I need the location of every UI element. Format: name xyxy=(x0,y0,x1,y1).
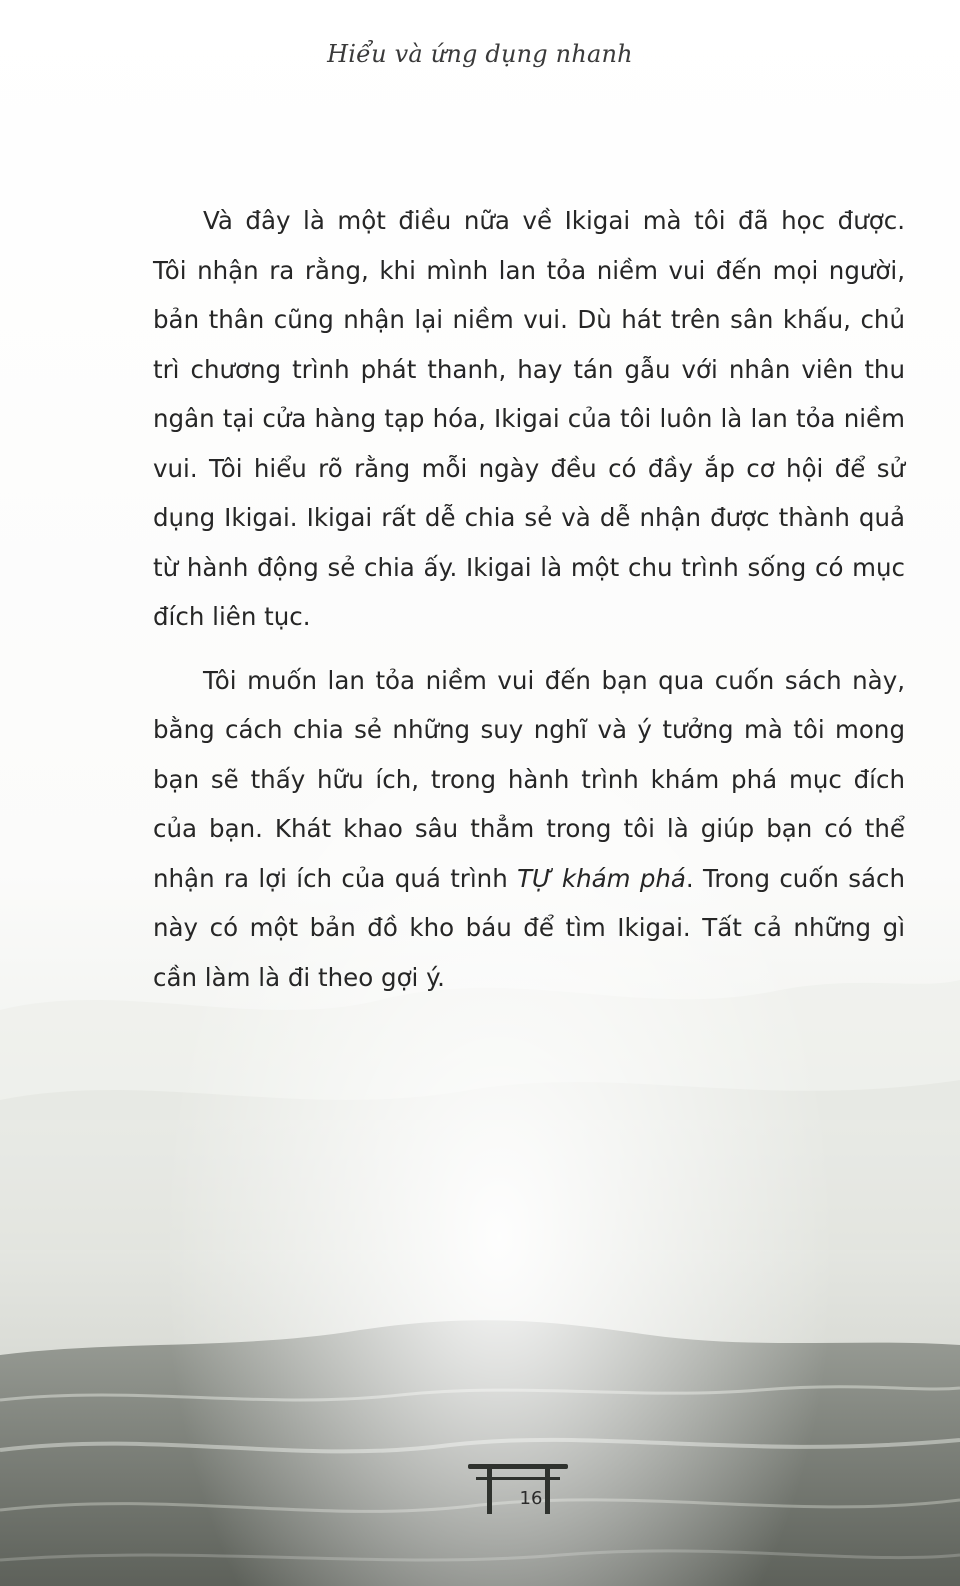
text-line: bản thân cũng nhận lại niềm vui. Dù hát trên sân khấu, chủ xyxy=(153,305,905,334)
text-line: cần làm là đi theo gợi ý. xyxy=(153,962,445,992)
text-run: nhận ra lợi ích của quá trình xyxy=(153,863,518,893)
text-line: từ hành động sẻ chia ấy. Ikigai là một chu trình sống có mục xyxy=(153,552,905,582)
text-line: này có một bản đồ kho báu để tìm Ikigai. Tất cả những gì xyxy=(153,913,905,942)
text-line: trì chương trình phát thanh, hay tán gẫu với nhân viên thu xyxy=(153,354,905,384)
running-header: Hiểu và ứng dụng nhanh xyxy=(327,40,633,68)
text-line: bạn sẽ thấy hữu ích, trong hành trình khám phá mục đích xyxy=(153,764,905,794)
text-line: Tôi muốn lan tỏa niềm vui đến bạn qua cuốn sách này, xyxy=(203,665,905,695)
text-line: dụng Ikigai. Ikigai rất dễ chia sẻ và dễ nhận được thành quả xyxy=(153,503,905,532)
paragraph-2 xyxy=(153,656,905,1003)
text-line: ngân tại cửa hàng tạp hóa, Ikigai của tôi luôn là lan tỏa niềm xyxy=(153,404,905,433)
emphasis-text: TỰ khám phá xyxy=(517,863,686,893)
main-text xyxy=(153,196,905,1002)
text-run: . Trong cuốn sách xyxy=(685,863,905,893)
text-line: bằng cách chia sẻ những suy nghĩ và ý tưởng mà tôi mong xyxy=(153,715,905,744)
paragraph-1 xyxy=(153,196,905,642)
paragraph-gap xyxy=(153,642,905,656)
text-line: của bạn. Khát khao sâu thẳm trong tôi là giúp bạn có thể xyxy=(153,814,905,843)
page-number: 16 xyxy=(519,1488,543,1509)
text-line: vui. Tôi hiểu rõ rằng mỗi ngày đều có đầy ắp cơ hội để sử xyxy=(153,453,905,483)
text-line: Và đây là một điều nữa về Ikigai mà tôi đã học được. xyxy=(203,206,905,235)
text-line: Tôi nhận ra rằng, khi mình lan tỏa niềm vui đến mọi người, xyxy=(153,255,905,285)
text-line-with-emphasis xyxy=(153,854,905,904)
text-line: đích liên tục. xyxy=(153,602,311,631)
